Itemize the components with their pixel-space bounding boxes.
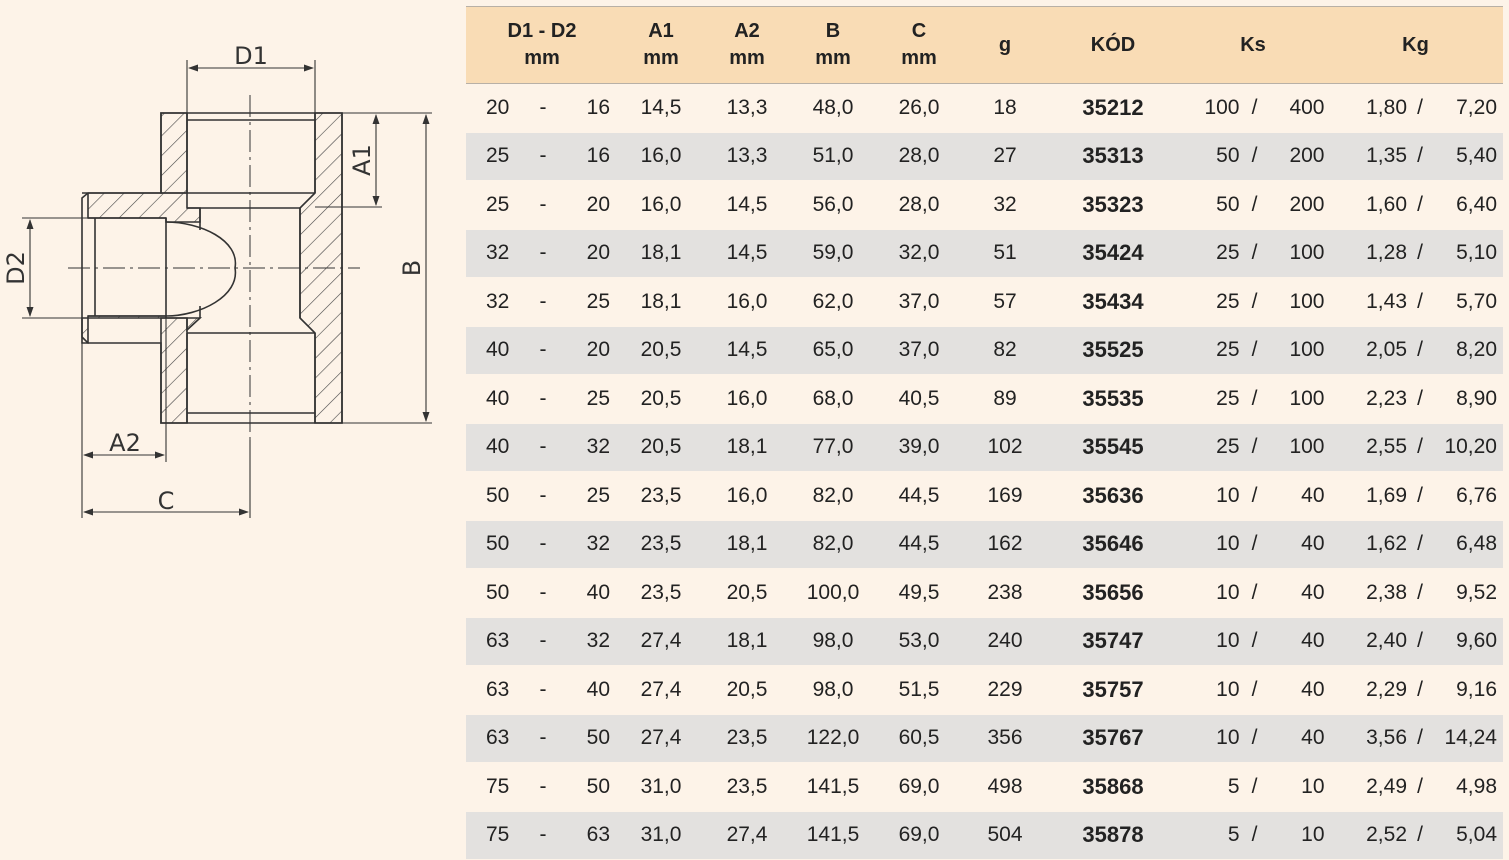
cell-a2: 23,5: [704, 763, 790, 812]
cell-kg: 2,52 / 5,04: [1328, 811, 1503, 860]
label-d2: D2: [2, 251, 30, 285]
cell-ks: 5 / 10: [1178, 811, 1328, 860]
cell-kod: 35636: [1048, 472, 1178, 521]
cell-c: 49,5: [876, 569, 962, 618]
cell-kg: 1,60 / 6,40: [1328, 181, 1503, 230]
cell-b: 65,0: [790, 326, 876, 375]
table-header: [466, 7, 1503, 84]
cell-b: 82,0: [790, 520, 876, 569]
cell-ks: 50 / 200: [1178, 132, 1328, 181]
cell-c: 60,5: [876, 714, 962, 763]
cell-a1: 31,0: [618, 811, 704, 860]
cell-kod: 35656: [1048, 569, 1178, 618]
cell-a2: 18,1: [704, 520, 790, 569]
cell-kg: 1,80 / 7,20: [1328, 84, 1503, 133]
cell-b: 77,0: [790, 423, 876, 472]
cell-c: 37,0: [876, 278, 962, 327]
cell-d1-d2: 50 - 32: [466, 520, 618, 569]
cell-ks: 25 / 100: [1178, 326, 1328, 375]
cell-g: 18: [962, 84, 1048, 133]
cell-d1-d2: 75 - 50: [466, 763, 618, 812]
cell-b: 141,5: [790, 811, 876, 860]
cell-g: 82: [962, 326, 1048, 375]
cell-b: 59,0: [790, 229, 876, 278]
label-d1: D1: [234, 42, 268, 70]
cell-c: 53,0: [876, 617, 962, 666]
header-a2: A2 mm: [704, 7, 790, 84]
cell-kg: 1,69 / 6,76: [1328, 472, 1503, 521]
cell-a1: 27,4: [618, 666, 704, 715]
cell-kod: 35434: [1048, 278, 1178, 327]
cell-ks: 10 / 40: [1178, 666, 1328, 715]
cell-kod: 35424: [1048, 229, 1178, 278]
cell-c: 39,0: [876, 423, 962, 472]
cell-a2: 16,0: [704, 472, 790, 521]
cell-kg: 2,49 / 4,98: [1328, 763, 1503, 812]
cell-d1-d2: 50 - 40: [466, 569, 618, 618]
cell-kod: 35323: [1048, 181, 1178, 230]
cell-a2: 14,5: [704, 229, 790, 278]
cell-a2: 13,3: [704, 84, 790, 133]
cell-a1: 18,1: [618, 278, 704, 327]
label-a2: A2: [109, 429, 141, 457]
cell-kg: 2,40 / 9,60: [1328, 617, 1503, 666]
cell-a2: 18,1: [704, 617, 790, 666]
cell-g: 57: [962, 278, 1048, 327]
cell-kod: 35525: [1048, 326, 1178, 375]
cell-b: 62,0: [790, 278, 876, 327]
cell-c: 37,0: [876, 326, 962, 375]
header-kg: Kg: [1328, 7, 1503, 84]
cell-kg: 1,28 / 5,10: [1328, 229, 1503, 278]
cell-g: 102: [962, 423, 1048, 472]
table-row: [466, 326, 1503, 375]
cell-kod: 35535: [1048, 375, 1178, 424]
cell-g: 240: [962, 617, 1048, 666]
cell-d1-d2: 63 - 32: [466, 617, 618, 666]
cell-a2: 27,4: [704, 811, 790, 860]
cell-kod: 35313: [1048, 132, 1178, 181]
cell-c: 44,5: [876, 472, 962, 521]
cell-c: 26,0: [876, 84, 962, 133]
cell-kod: 35646: [1048, 520, 1178, 569]
cell-d1-d2: 75 - 63: [466, 811, 618, 860]
cell-g: 162: [962, 520, 1048, 569]
tee-fitting-drawing: [0, 0, 465, 850]
cell-a1: 18,1: [618, 229, 704, 278]
table-row: [466, 714, 1503, 763]
cell-a1: 16,0: [618, 181, 704, 230]
cell-b: 98,0: [790, 666, 876, 715]
cell-g: 51: [962, 229, 1048, 278]
cell-ks: 10 / 40: [1178, 520, 1328, 569]
cell-a2: 16,0: [704, 375, 790, 424]
cell-ks: 10 / 40: [1178, 714, 1328, 763]
header-ks: Ks: [1178, 7, 1328, 84]
cell-d1-d2: 50 - 25: [466, 472, 618, 521]
cell-b: 68,0: [790, 375, 876, 424]
table-row: [466, 666, 1503, 715]
cell-d1-d2: 25 - 20: [466, 181, 618, 230]
cell-kg: 1,62 / 6,48: [1328, 520, 1503, 569]
label-a1: A1: [348, 144, 376, 176]
cell-ks: 10 / 40: [1178, 617, 1328, 666]
cell-b: 98,0: [790, 617, 876, 666]
cell-g: 169: [962, 472, 1048, 521]
header-a1: A1 mm: [618, 7, 704, 84]
label-b: B: [398, 259, 426, 277]
table-row: [466, 278, 1503, 327]
cell-g: 498: [962, 763, 1048, 812]
cell-a2: 16,0: [704, 278, 790, 327]
cell-b: 48,0: [790, 84, 876, 133]
cell-d1-d2: 63 - 40: [466, 666, 618, 715]
cell-c: 40,5: [876, 375, 962, 424]
cell-g: 89: [962, 375, 1048, 424]
cell-kg: 2,38 / 9,52: [1328, 569, 1503, 618]
cell-b: 100,0: [790, 569, 876, 618]
cell-kod: 35878: [1048, 811, 1178, 860]
cell-kod: 35212: [1048, 84, 1178, 133]
cell-kod: 35767: [1048, 714, 1178, 763]
cell-ks: 100 / 400: [1178, 84, 1328, 133]
cell-d1-d2: 25 - 16: [466, 132, 618, 181]
cell-d1-d2: 40 - 25: [466, 375, 618, 424]
cell-a1: 14,5: [618, 84, 704, 133]
cell-g: 229: [962, 666, 1048, 715]
cell-ks: 50 / 200: [1178, 181, 1328, 230]
cell-a1: 23,5: [618, 520, 704, 569]
table-row: [466, 811, 1503, 860]
table-row: [466, 84, 1503, 133]
table-row: [466, 423, 1503, 472]
cell-c: 28,0: [876, 132, 962, 181]
cell-a1: 31,0: [618, 763, 704, 812]
cell-g: 32: [962, 181, 1048, 230]
cell-b: 141,5: [790, 763, 876, 812]
cell-kg: 3,56 / 14,24: [1328, 714, 1503, 763]
cell-a2: 14,5: [704, 326, 790, 375]
table-row: [466, 181, 1503, 230]
table-row: [466, 229, 1503, 278]
cell-d1-d2: 40 - 20: [466, 326, 618, 375]
header-d1-d2: D1 - D2 mm: [466, 7, 618, 84]
cell-d1-d2: 32 - 20: [466, 229, 618, 278]
table-row: [466, 132, 1503, 181]
cell-d1-d2: 32 - 25: [466, 278, 618, 327]
cell-kod: 35868: [1048, 763, 1178, 812]
dimension-lines: [22, 60, 432, 518]
cell-c: 51,5: [876, 666, 962, 715]
cell-a2: 13,3: [704, 132, 790, 181]
table-row: [466, 617, 1503, 666]
cell-a1: 20,5: [618, 423, 704, 472]
cell-a2: 14,5: [704, 181, 790, 230]
cell-g: 356: [962, 714, 1048, 763]
cell-ks: 25 / 100: [1178, 278, 1328, 327]
cell-g: 238: [962, 569, 1048, 618]
cell-a2: 20,5: [704, 569, 790, 618]
cell-a1: 27,4: [618, 714, 704, 763]
cell-kg: 2,55 / 10,20: [1328, 423, 1503, 472]
cell-b: 51,0: [790, 132, 876, 181]
cell-b: 56,0: [790, 181, 876, 230]
cell-a2: 20,5: [704, 666, 790, 715]
cell-ks: 10 / 40: [1178, 569, 1328, 618]
header-b: B mm: [790, 7, 876, 84]
cell-b: 122,0: [790, 714, 876, 763]
cell-kg: 1,43 / 5,70: [1328, 278, 1503, 327]
cell-a2: 18,1: [704, 423, 790, 472]
cell-kod: 35747: [1048, 617, 1178, 666]
label-c: C: [157, 487, 175, 515]
cell-a1: 27,4: [618, 617, 704, 666]
table-body: [466, 84, 1503, 860]
cell-ks: 5 / 10: [1178, 763, 1328, 812]
cell-d1-d2: 20 - 16: [466, 84, 618, 133]
dimensions-table: [466, 6, 1503, 860]
cell-c: 69,0: [876, 811, 962, 860]
cell-b: 82,0: [790, 472, 876, 521]
table-row: [466, 520, 1503, 569]
cell-kg: 2,23 / 8,90: [1328, 375, 1503, 424]
cell-d1-d2: 63 - 50: [466, 714, 618, 763]
cell-c: 69,0: [876, 763, 962, 812]
header-c: C mm: [876, 7, 962, 84]
cell-c: 28,0: [876, 181, 962, 230]
cell-ks: 25 / 100: [1178, 423, 1328, 472]
cell-c: 32,0: [876, 229, 962, 278]
cell-g: 27: [962, 132, 1048, 181]
table-row: [466, 472, 1503, 521]
cell-a1: 20,5: [618, 375, 704, 424]
cell-g: 504: [962, 811, 1048, 860]
cell-kg: 2,29 / 9,16: [1328, 666, 1503, 715]
cell-a2: 23,5: [704, 714, 790, 763]
cell-d1-d2: 40 - 32: [466, 423, 618, 472]
cell-a1: 16,0: [618, 132, 704, 181]
table-row: [466, 569, 1503, 618]
cell-kg: 2,05 / 8,20: [1328, 326, 1503, 375]
header-kod: KÓD: [1048, 7, 1178, 84]
header-g: g: [962, 7, 1048, 84]
table-row: [466, 375, 1503, 424]
cell-ks: 25 / 100: [1178, 229, 1328, 278]
cell-kg: 1,35 / 5,40: [1328, 132, 1503, 181]
table-row: [466, 763, 1503, 812]
cell-a1: 23,5: [618, 569, 704, 618]
cell-c: 44,5: [876, 520, 962, 569]
cell-a1: 20,5: [618, 326, 704, 375]
cell-kod: 35545: [1048, 423, 1178, 472]
cell-kod: 35757: [1048, 666, 1178, 715]
cell-ks: 10 / 40: [1178, 472, 1328, 521]
cell-a1: 23,5: [618, 472, 704, 521]
cell-ks: 25 / 100: [1178, 375, 1328, 424]
